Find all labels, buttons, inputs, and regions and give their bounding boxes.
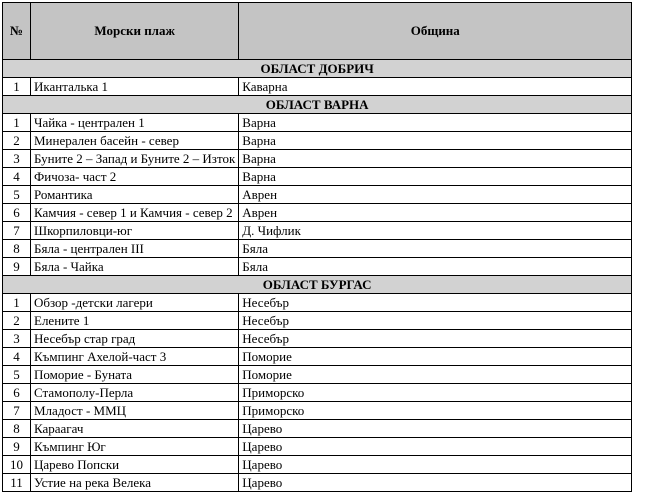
beach-name: Обзор -детски лагери — [31, 294, 239, 312]
table-row — [3, 438, 632, 456]
municipality-name: Несебър — [239, 294, 632, 312]
table-row — [3, 114, 632, 132]
municipality-name: Варна — [239, 168, 632, 186]
table-body — [3, 60, 632, 492]
row-number: 8 — [3, 420, 31, 438]
row-number: 4 — [3, 348, 31, 366]
municipality-name: Царево — [239, 438, 632, 456]
header-beach: Морски плаж — [31, 3, 239, 60]
region-row — [3, 60, 632, 78]
beach-name: Камчия - север 1 и Камчия - север 2 — [31, 204, 239, 222]
row-number: 2 — [3, 312, 31, 330]
municipality-name: Бяла — [239, 258, 632, 276]
table-row — [3, 294, 632, 312]
row-number: 11 — [3, 474, 31, 492]
table-row — [3, 474, 632, 492]
municipality-name: Поморие — [239, 366, 632, 384]
table-row — [3, 78, 632, 96]
row-number: 9 — [3, 258, 31, 276]
row-number: 8 — [3, 240, 31, 258]
table-row — [3, 366, 632, 384]
row-number: 1 — [3, 294, 31, 312]
table-row — [3, 186, 632, 204]
beach-name: Караагач — [31, 420, 239, 438]
beach-name: Фичоза- част 2 — [31, 168, 239, 186]
row-number: 10 — [3, 456, 31, 474]
row-number: 6 — [3, 384, 31, 402]
table-row — [3, 204, 632, 222]
row-number: 1 — [3, 78, 31, 96]
beach-name: Шкорпиловци-юг — [31, 222, 239, 240]
municipality-name: Поморие — [239, 348, 632, 366]
beach-name: Чайка - централен 1 — [31, 114, 239, 132]
table-row — [3, 150, 632, 168]
row-number: 5 — [3, 366, 31, 384]
municipality-name: Царево — [239, 456, 632, 474]
beach-name: Младост - ММЦ — [31, 402, 239, 420]
beach-name: Буните 2 – Запад и Буните 2 – Изток — [31, 150, 239, 168]
header-municipality: Община — [239, 3, 632, 60]
table-row — [3, 222, 632, 240]
beach-name: Минерален басейн - север — [31, 132, 239, 150]
table-row — [3, 384, 632, 402]
municipality-name: Варна — [239, 132, 632, 150]
table-row — [3, 132, 632, 150]
beach-name: Поморие - Буната — [31, 366, 239, 384]
region-title: ОБЛАСТ ДОБРИЧ — [3, 60, 632, 78]
table-row — [3, 258, 632, 276]
region-title: ОБЛАСТ ВАРНА — [3, 96, 632, 114]
region-row — [3, 276, 632, 294]
table-row — [3, 312, 632, 330]
municipality-name: Д. Чифлик — [239, 222, 632, 240]
beach-name: Стамополу-Перла — [31, 384, 239, 402]
row-number: 4 — [3, 168, 31, 186]
row-number: 1 — [3, 114, 31, 132]
table-row — [3, 240, 632, 258]
row-number: 7 — [3, 222, 31, 240]
row-number: 9 — [3, 438, 31, 456]
region-row — [3, 96, 632, 114]
municipality-name: Царево — [239, 474, 632, 492]
table-row — [3, 456, 632, 474]
table-row — [3, 420, 632, 438]
table-row — [3, 348, 632, 366]
municipality-name: Варна — [239, 114, 632, 132]
region-title: ОБЛАСТ БУРГАС — [3, 276, 632, 294]
beach-name: Несебър стар град — [31, 330, 239, 348]
row-number: 7 — [3, 402, 31, 420]
row-number: 6 — [3, 204, 31, 222]
beach-name: Устие на река Велека — [31, 474, 239, 492]
municipality-name: Несебър — [239, 330, 632, 348]
beach-name: Бяла - Чайка — [31, 258, 239, 276]
beach-name: Романтика — [31, 186, 239, 204]
municipality-name: Каварна — [239, 78, 632, 96]
beaches-table — [2, 2, 632, 492]
municipality-name: Несебър — [239, 312, 632, 330]
table-row — [3, 330, 632, 348]
municipality-name: Приморско — [239, 384, 632, 402]
municipality-name: Бяла — [239, 240, 632, 258]
beach-name: Елените 1 — [31, 312, 239, 330]
header-row — [3, 3, 632, 60]
beach-name: Иканталька 1 — [31, 78, 239, 96]
beach-name: Къмпинг Ахелой-част 3 — [31, 348, 239, 366]
table-row — [3, 168, 632, 186]
row-number: 2 — [3, 132, 31, 150]
municipality-name: Царево — [239, 420, 632, 438]
beach-name: Къмпинг Юг — [31, 438, 239, 456]
table-row — [3, 402, 632, 420]
municipality-name: Приморско — [239, 402, 632, 420]
beach-name: Бяла - централен III — [31, 240, 239, 258]
municipality-name: Аврен — [239, 204, 632, 222]
municipality-name: Варна — [239, 150, 632, 168]
header-number: № — [3, 3, 31, 60]
beach-name: Царево Попски — [31, 456, 239, 474]
row-number: 3 — [3, 330, 31, 348]
municipality-name: Аврен — [239, 186, 632, 204]
row-number: 5 — [3, 186, 31, 204]
row-number: 3 — [3, 150, 31, 168]
